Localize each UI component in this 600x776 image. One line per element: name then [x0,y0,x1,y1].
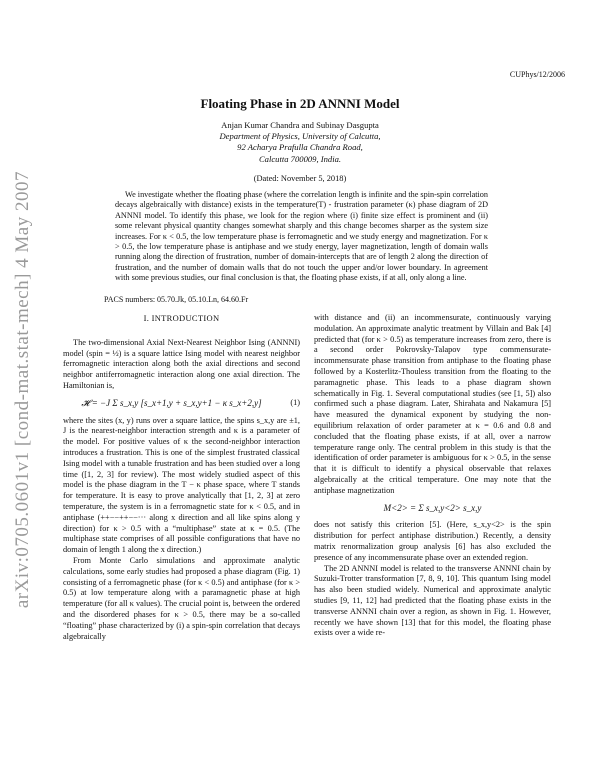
section-heading: I. INTRODUCTION [143,313,220,323]
left-column [63,313,300,642]
equation-1-number: (1) [290,397,300,407]
affiliation-department: Department of Physics, University of Calcutta, [219,131,381,142]
affiliation-city: Calcutta 700009, India. [258,153,342,164]
intro-paragraph-3: From Monte Carlo simulations and approximate analytic calculations, some early studies had proposed a phase diagram (Fig. 1) consisting of a ferromagnetic phase (for κ < 0.5) and antiphase (for κ > 0.5) at low temperature along with a paramagnetic phase at high temperature (for all κ values). The crucial point is, between the ordered and the disordered phases for κ > 0.5, there may be a so-called “floating” phase characterized by (i) a spin-spin correlation that decays algebraically [63,555,300,641]
abstract: We investigate whether the floating phase (where the correlation length is infinite and the spin-spin correlation decays algebraically with distance) exists in the temperature(T) - frustration parameter (κ) phase diagram of 2D ANNNI model. To identify this phase, we look for the region where (i) finite size effect is prominent and (ii) some relevant physical quantity changes somewhat sharply and this change becomes sharper as the system size increases. For κ < 0.5, the low temperature phase is ferromagnetic and we study energy and magnetization. For κ > 0.5, the low temperature phase is antiphase and we study energy, layer magnetization, length of domain walls running along the direction of frustration, number of domain-intercepts that are of length 2 along the direction of frustration, and the number of domain walls that do not touch the upper and/or lower boundary. In agreement with some previous studies, our final conclusion is that, the floating phase exists, if at all, only along a line. [115,190,488,283]
intro-paragraph-4: with distance and (ii) an incommensurate, continuously varying modulation. An approximate analytic treatment by Villain and Bak [4] predicted that (for κ > 0.5) as temperature increases from zero, there is a second order Pokrovsky-Talapov type commensurate-incommensurate phase transition from antiphase to the floating phase followed by a Kosterlitz-Thouless transition from the floating to the paramagnetic phase. This leads to a phase diagram shown schematically in Fig. 1. Several computational studies (see [1, 5]) also confirmed such a phase diagram. Later, Shirahata and Nakamura [5] have measured the dynamical exponent by studying the non-equilibrium relaxation of order parameter at κ = 0.6 and 0.8 and concluded that the floating phase exists, if at all, over a narrow temperature range only. The central problem in this study is that the identification of order parameter is ambiguous for κ > 0.5, in the sense that it is difficult to identify a physical observable that relaxes algebraically at the critical temperature. One may note that the antiphase magnetization [314,313,551,495]
intro-paragraph-5: does not satisfy this criterion [5]. (Here, s_x,y<2> is the spin distribution for perfect antiphase distribution.) Recently, a density matrix renormalization group analysis [6] has also excluded the presence of any incommensurate phase over an extended region. [314,520,551,562]
equation-2-body: M<2> = Σ s_x,y<2> s_x,y [383,502,482,513]
dated-line: (Dated: November 5, 2018) [253,174,347,183]
authors: Anjan Kumar Chandra and Subinay Dasgupta [221,120,379,130]
right-column [314,313,551,639]
intro-paragraph-1: The two-dimensional Axial Next-Nearest Neighbor Ising (ANNNI) model (spin = ½) is a square lattice Ising model with nearest neighbor ferromagnetic interaction along both the axial directions and second neighbor antiferromagnetic interaction along one axial direction. The Hamiltonian is, [63,337,300,390]
equation-1-body: 𝓗 = −J Σ s_x,y [s_x+1,y + s_x,y+1 − κ s_x+2,y] [81,397,262,408]
affiliation-street: 92 Acharya Prafulla Chandra Road, [237,142,363,153]
paper-title: Floating Phase in 2D ANNNI Model [200,96,400,111]
author-block [0,120,600,165]
equation-2 [314,503,551,514]
intro-paragraph-6: The 2D ANNNI model is related to the transverse ANNNI chain by Suzuki-Trotter transformation [7, 8, 9, 10]. This quantum Ising model has also been studied widely. Numerical and approximate analytic studies [9, 11, 12] had predicted that the floating phase exists in the transverse ANNNI chain over a region, as shown in Fig. 1. However, recently we have shown [13] that for this model, the floating phase exists over a wide re- [314,563,551,638]
intro-paragraph-2: where the sites (x, y) runs over a square lattice, the spins s_x,y are ±1, J is the nearest-neighbor interaction strength and κ is a parameter of the model. For positive values of κ the second-neighbor interaction introduces a frustration. This is one of the simplest frustrated classical Ising model with a tunable frustration and has been studied over a long time ([1, 2, 3] for review). The most widely studied aspect of this model is the phase diagram in the T − κ phase space, where T stands for temperature. It is easy to prove analytically that [1, 2, 3] at zero temperature, the system is in a ferromagnetic state for κ < 0.5, and in antiphase (++−−++−−··· along x direction and all like spins along y direction) for κ > 0.5 with a “multiphase” state at κ = 0.5. (The multiphase state comprises of all possible configurations that have no domain of length 1 along the x direction.) [63,415,300,555]
pacs-numbers: PACS numbers: 05.70.Jk, 05.10.Ln, 64.60.Fr [104,295,249,304]
report-number: CUPhys/12/2006 [509,70,565,79]
equation-1 [63,398,300,409]
arxiv-stamp: arXiv:0705.0601v1 [cond-mat.stat-mech] 4 May 2007 [12,171,33,609]
